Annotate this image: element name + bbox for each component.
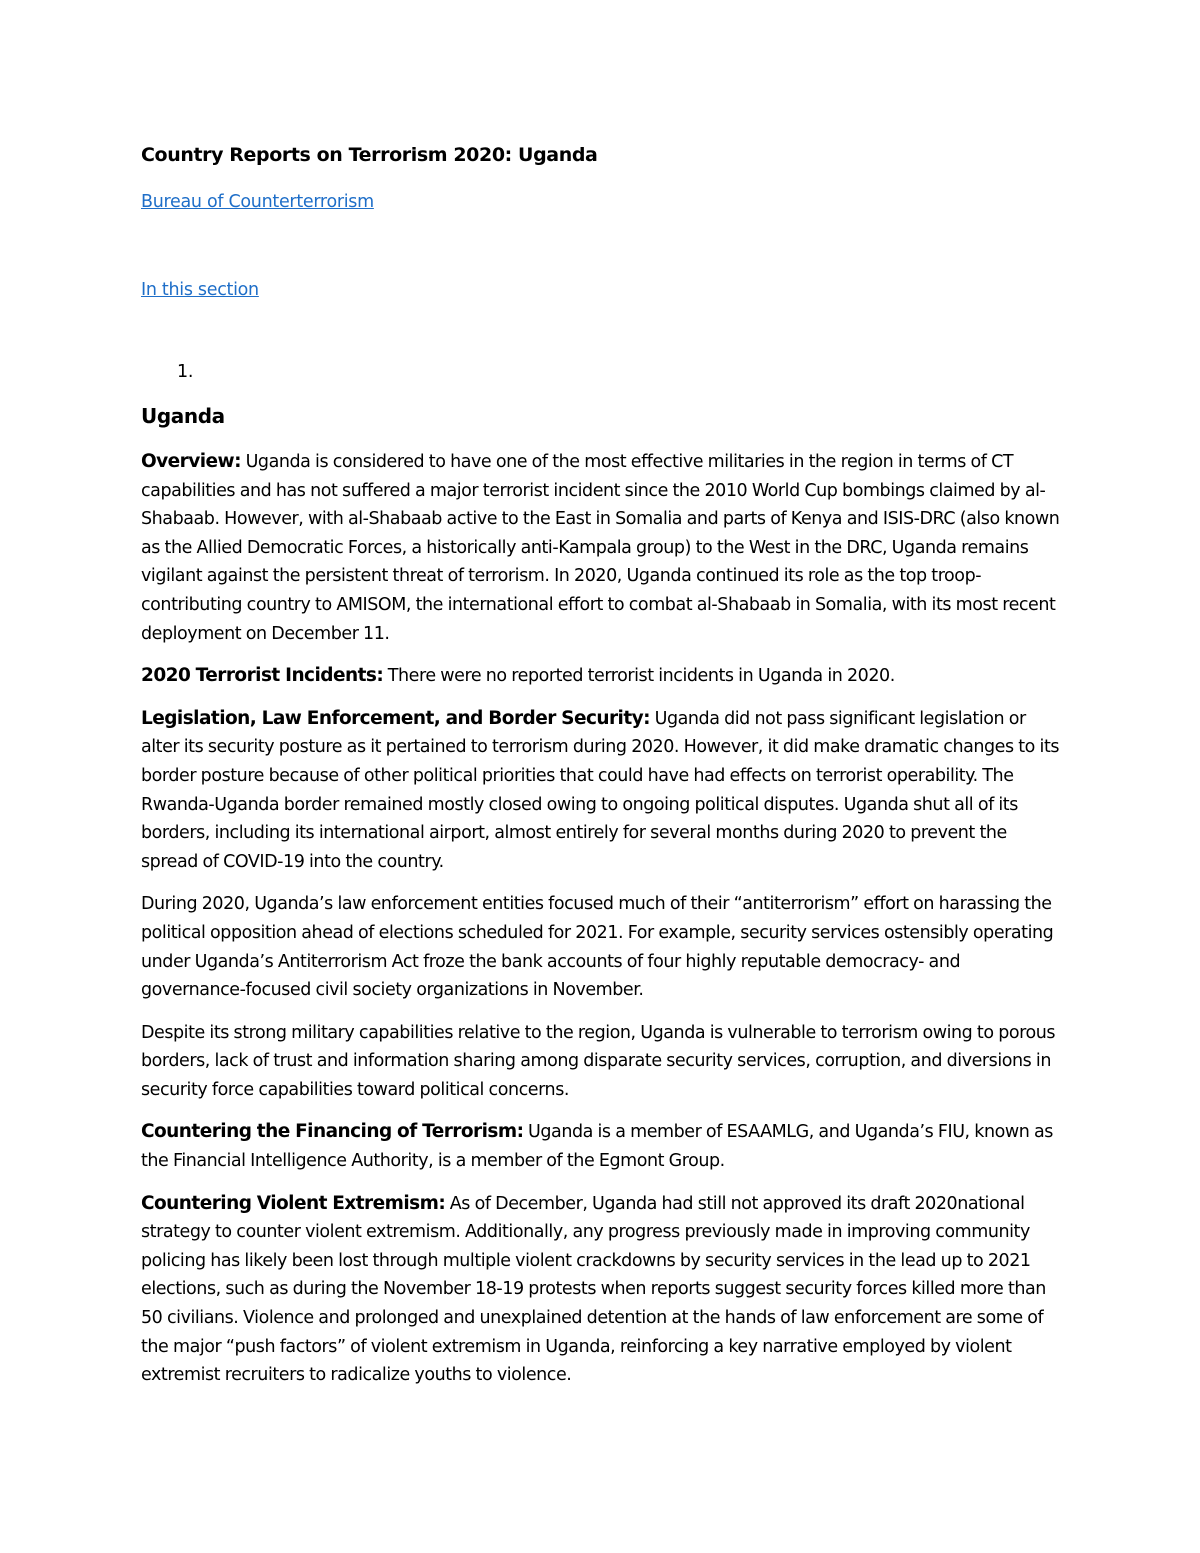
paragraph-incidents [141,662,1064,691]
country-heading: Uganda [141,404,225,428]
paragraph-text: There were no reported terrorist incidents in Uganda in 2020. [383,666,895,687]
paragraph-lead: 2020 Terrorist Incidents: [141,665,384,687]
paragraph-financing [141,1118,1064,1175]
list-number: 1. [177,362,194,382]
in-this-section-link[interactable]: In this section [141,280,259,300]
paragraph-lead: Overview: [141,451,241,472]
paragraph-lead: Countering the Financing of Terrorism: [141,1121,524,1143]
paragraph-overview [141,448,1064,648]
section-link-row [141,278,1064,302]
paragraph-text: Uganda is a member of ESAAMLG, and Uganda’s FIU, known as the Financial Intelligence Authority, is a member of the Egmont Group. [141,1122,1053,1172]
paragraph-text: During 2020, Uganda’s law enforcement entities focused much of their “antiterrorism” effort on harassing the political opposition ahead of elections scheduled for 2021. For example, security services ostensibly operating under Uganda’s Antiterrorism Act froze the bank accounts of four highly reputable democracy- and governance-focused civil society organizations in November. [141,894,1054,1001]
bureau-link[interactable]: Bureau of Counterterrorism [141,192,374,212]
paragraph-vulnerability [141,1019,1064,1105]
paragraph-cve [141,1190,1064,1390]
paragraph-lead: Legislation, Law Enforcement, and Border Security: [141,707,651,729]
paragraph-lead: Countering Violent Extremism: [141,1192,446,1214]
paragraph-law-enforcement [141,890,1064,1004]
paragraph-text: Uganda did not pass significant legislation or alter its security posture as it pertained to terrorism during 2020. However, it did make dramatic changes to its border posture because of other political priorities that could have had effects on terrorist operability. The Rwanda-Uganda border remained mostly closed owing to ongoing political disputes. Uganda shut all of its borders, including its international airport, almost entirely for several months during 2020 to prevent the spread of COVID-19 into the country. [141,708,1060,872]
bureau-link-row [141,190,1064,214]
paragraph-text: Despite its strong military capabilities relative to the region, Uganda is vulnerable to terrorism owing to porous borders, lack of trust and information sharing among disparate security services, corruption, and diversions in security force capabilities toward political concerns. [141,1022,1056,1100]
paragraph-text: Uganda is considered to have one of the most effective militaries in the region in terms of CT capabilities and has not suffered a major terrorist incident since the 2010 World Cup bombings claimed by al-Shabaab. However, with al-Shabaab active to the East in Somalia and parts of Kenya and ISIS-DRC (also known as the Allied Democratic Forces, a historically anti-Kampala group) to the West in the DRC, Uganda remains vigilant against the persistent threat of terrorism. In 2020, Uganda continued its role as the top troop-contributing country to AMISOM, the international effort to combat al-Shabaab in Somalia, with its most recent deployment on December 11. [141,452,1060,644]
paragraph-text: As of December, Uganda had still not approved its draft 2020national strategy to counter violent extremism. Additionally, any progress previously made in improving community policing has likely been lost through multiple violent crackdowns by security services in the lead up to 2021 elections, such as during the November 18-19 protests when reports suggest security forces killed more than 50 civilians. Violence and prolonged and unexplained detention at the hands of law enforcement are some of the major “push factors” of violent extremism in Uganda, reinforcing a key narrative employed by violent extremist recruiters to radicalize youths to violence. [141,1193,1046,1386]
paragraph-legislation [141,705,1064,877]
document-title: Country Reports on Terrorism 2020: Uganda [141,144,598,166]
